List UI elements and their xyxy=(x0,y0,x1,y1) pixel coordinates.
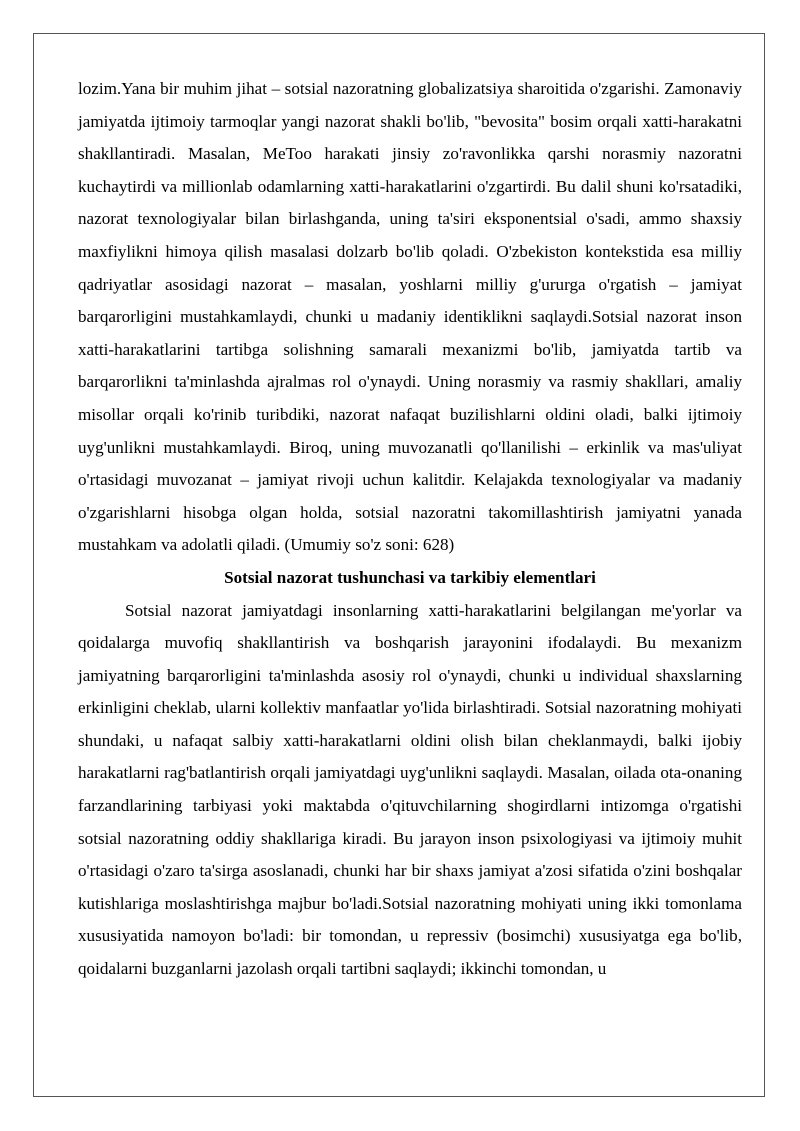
paragraph-body: Sotsial nazorat jamiyatdagi insonlarning xatti-harakatlarini belgilangan me'yorlar va qoidalarga muvofiq shakllantirish va boshqarish jarayonini ifodalaydi. Bu mexanizm jamiyatning barqarorligini ta'minlashda asosiy rol o'ynaydi, chunki u individual shaxslarning erkinligini cheklab, ularni kollektiv manfaatlar yo'lida birlashtiradi. Sotsial nazoratning mohiyati shundaki, u nafaqat salbiy xatti-harakatlarni oldini olish bilan cheklanmaydi, balki ijobiy harakatlarni rag'batlantirish orqali jamiyatdagi uyg'unlikni saqlaydi. Masalan, oilada ota-onaning farzandlarining tarbiyasi yoki maktabda o'qituvchilarning shogirdlarni intizomga o'rgatishi sotsial nazoratning oddiy shakllariga kiradi. Bu jarayon inson psixologiyasi va ijtimoiy muhit o'rtasidagi o'zaro ta'sirga asoslanadi, chunki har bir shaxs jamiyat a'zosi sifatida o'zini boshqalar kutishlariga moslashtirishga majbur bo'ladi.Sotsial nazoratning mohiyati uning ikki tomonlama xususiyatida namoyon bo'ladi: bir tomondan, u repressiv (bosimchi) xususiyatga ega bo'lib, qoidalarni buzganlarni jazolash orqali tartibni saqlaydi; ikkinchi tomondan, u xyxy=(78,600,742,979)
document-body xyxy=(78,73,742,986)
paragraph-continuation: lozim.Yana bir muhim jihat – sotsial nazoratning globalizatsiya sharoitida o'zgarishi. Zamonaviy jamiyatda ijtimoiy tarmoqlar yangi nazorat shakli bo'lib, "bevosita" bosim orqali xatti-harakatni shakllantiradi. Masalan, MeToo harakati jinsiy zo'ravonlikka qarshi norasmiy nazoratni kuchaytirdi va millionlab odamlarning xatti-harakatlarini o'zgartirdi. Bu dalil shuni ko'rsatadiki, nazorat texnologiyalar bilan birlashganda, uning ta'siri eksponentsial o'sadi, ammo shaxsiy maxfiylikni himoya qilish masalasi dolzarb bo'lib qoladi. O'zbekiston kontekstida esa milliy qadriyatlar asosidagi nazorat – masalan, yoshlarni milliy g'ururga o'rgatish – jamiyat barqarorligini mustahkamlaydi, chunki u madaniy identiklikni saqlaydi.Sotsial nazorat inson xatti-harakatlarini tartibga solishning samarali mexanizmi bo'lib, jamiyatda tartib va barqarorlikni ta'minlashda ajralmas rol o'ynaydi. Uning norasmiy va rasmiy shakllari, amaliy misollar orqali ko'rinib turibdiki, nazorat nafaqat buzilishlarni oldini oladi, balki ijtimoiy uyg'unlikni mustahkamlaydi. Biroq, uning muvozanatli qo'llanilishi – erkinlik va mas'uliyat o'rtasidagi muvozanat – jamiyat rivoji uchun kalitdir. Kelajakda texnologiyalar va madaniy o'zgarishlarni hisobga olgan holda, sotsial nazoratni takomillashtirish jamiyatni yanada mustahkam va adolatli qiladi. (Umumiy so'z soni: 628) xyxy=(78,79,742,555)
section-heading: Sotsial nazorat tushunchasi va tarkibiy elementlari xyxy=(224,567,596,587)
